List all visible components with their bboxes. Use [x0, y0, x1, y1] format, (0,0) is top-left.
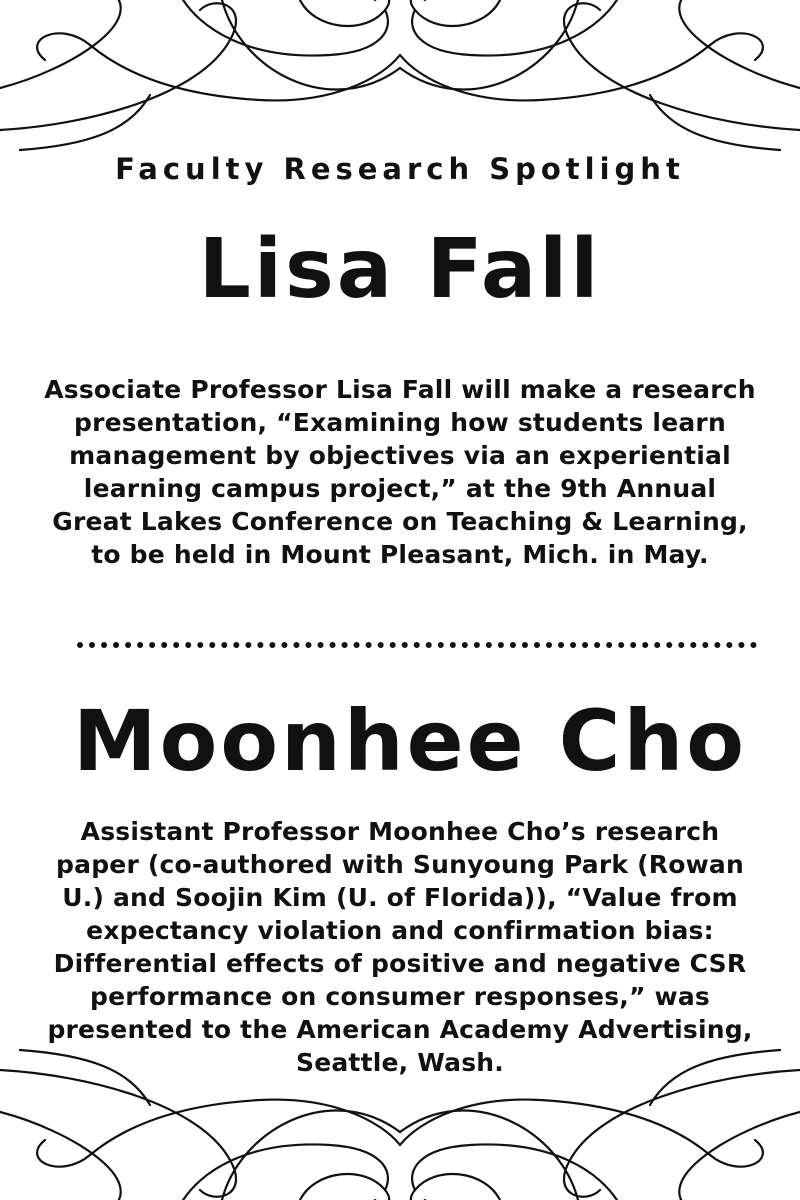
spotlight-name-lisa-fall: Lisa Fall [198, 222, 602, 317]
section-kicker: Faculty Research Spotlight [115, 152, 685, 186]
dotted-divider [77, 642, 757, 648]
ornamental-flourish-top [0, 0, 800, 160]
ornamental-flourish-bottom [0, 1040, 800, 1200]
spotlight-description-lisa-fall: Associate Professor Lisa Fall will make a research presentation, “Examining how students learn management by objectives via an experiential learning campus project,” at the 9th Annual Great Lakes Conference on Teaching & Learning, to be held in Mount Pleasant, Mich. in May. [44, 375, 756, 569]
spotlight-name-moonhee-cho: Moonhee Cho [73, 692, 747, 790]
spotlight-description-moonhee-cho: Assistant Professor Moonhee Cho’s research paper (co-authored with Sunyoung Park (Rowan U.) and Soojin Kim (U. of Florida)), “Value from expectancy violation and confirmation bias: Differential effects of positive and negative CSR performance on consumer responses,” was presented to the American Academy Advertising, Seattle, Wash. [47, 817, 753, 1077]
